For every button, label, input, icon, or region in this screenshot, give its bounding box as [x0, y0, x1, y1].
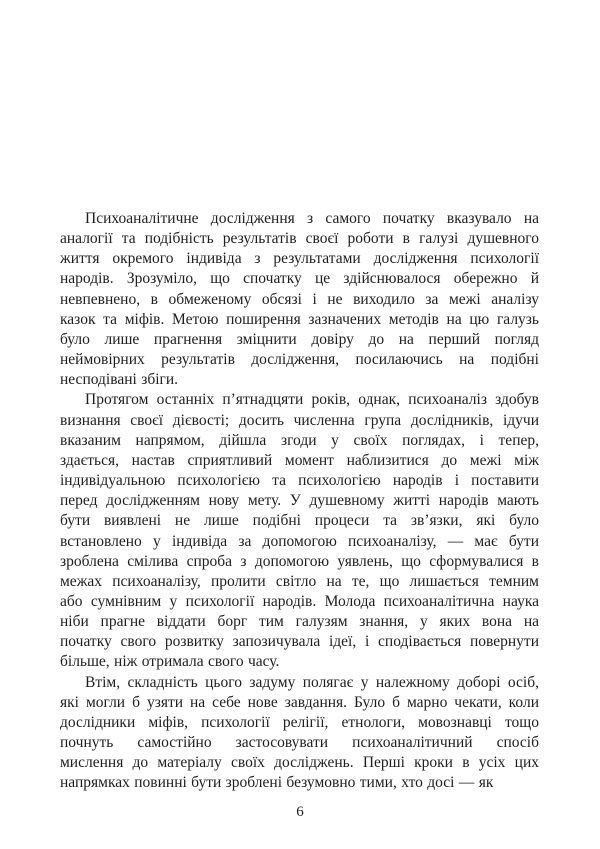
text-line: почнуть самостійно застосовувати психоаналітичний спосіб: [60, 734, 539, 752]
text-line: межах психоаналізу, пролити світло на те, що лишається темним: [60, 572, 539, 590]
text-line: мислення до матеріалу своїх досліджень. Перші кроки в усіх цих: [60, 754, 539, 772]
text-line: вказаним напрямом, дійшла згоди у своїх поглядах, і тепер,: [60, 431, 539, 449]
text-line: більше, ніж отримала свого часу.: [60, 653, 280, 671]
text-line: аналогії та подібність результатів своєї роботи в галузі душевного: [60, 230, 539, 248]
text-line: Протягом останніх п’ятнадцяти років, однак, психоаналіз здобув: [85, 391, 539, 409]
text-line: дослідники міфів, психології релігії, етнологи, мовознавці тощо: [60, 713, 539, 731]
text-line: напрямках повинні бути зроблені безумовно тими, хто досі — як: [60, 774, 494, 792]
text-line: початку свого розвитку запозичувала ідеї, і сподівається повернути: [60, 633, 539, 651]
text-block: [60, 209, 539, 794]
page-number: 6: [296, 804, 304, 820]
page-footer: [0, 802, 600, 822]
text-line: життя окремого індивіда з результатами дослідження психології: [60, 250, 539, 268]
text-line: Психоаналітичне дослідження з самого початку вказувало на: [85, 210, 539, 227]
text-line: Втім, складність цього задуму полягає у належному доборі осіб,: [85, 673, 539, 691]
text-line: індивідуальною психологією та психологією народів і поставити: [60, 472, 539, 490]
text-line: бути виявлені не лише подібні процеси та зв’язки, які було: [60, 512, 539, 530]
text-line: було лише прагнення зміцнити довіру до на перший погляд: [60, 330, 539, 348]
text-line: неймовірних результатів дослідження, посилаючись на подібні: [60, 351, 539, 369]
text-line: здається, настав сприятливий момент наблизитися до межі між: [60, 451, 539, 469]
text-line: встановлено у індивіда за допомогою психоаналізу, — має бути: [60, 532, 539, 550]
paragraph: [60, 209, 539, 390]
paragraph: [60, 390, 539, 672]
text-line: які могли б узяти на себе нове завдання. Було б марно чекати, коли: [60, 693, 539, 711]
text-line: або сумнівним у психології народів. Молода психоаналітична наука: [60, 592, 539, 610]
text-line: народів. Зрозуміло, що спочатку це здійснювалося обережно й: [60, 270, 539, 288]
text-line: зроблена смілива спроба з допомогою уявлень, що сформувалися в: [60, 552, 539, 570]
paragraph: [60, 673, 539, 794]
text-line: ніби прагне віддати борг тим галузям знання, у яких вона на: [60, 613, 539, 631]
text-line: несподівані збіги.: [60, 371, 179, 389]
text-line: перед дослідженням нову мету. У душевному житті народів мають: [60, 492, 539, 510]
text-line: визнання своєї дієвості; досить численна група дослідників, ідучи: [60, 411, 539, 429]
text-line: казок та міфів. Метою поширення зазначених методів на цю галузь: [60, 310, 539, 328]
text-line: невпевнено, в обмеженому обсязі і не виходило за межі аналізу: [60, 290, 539, 308]
